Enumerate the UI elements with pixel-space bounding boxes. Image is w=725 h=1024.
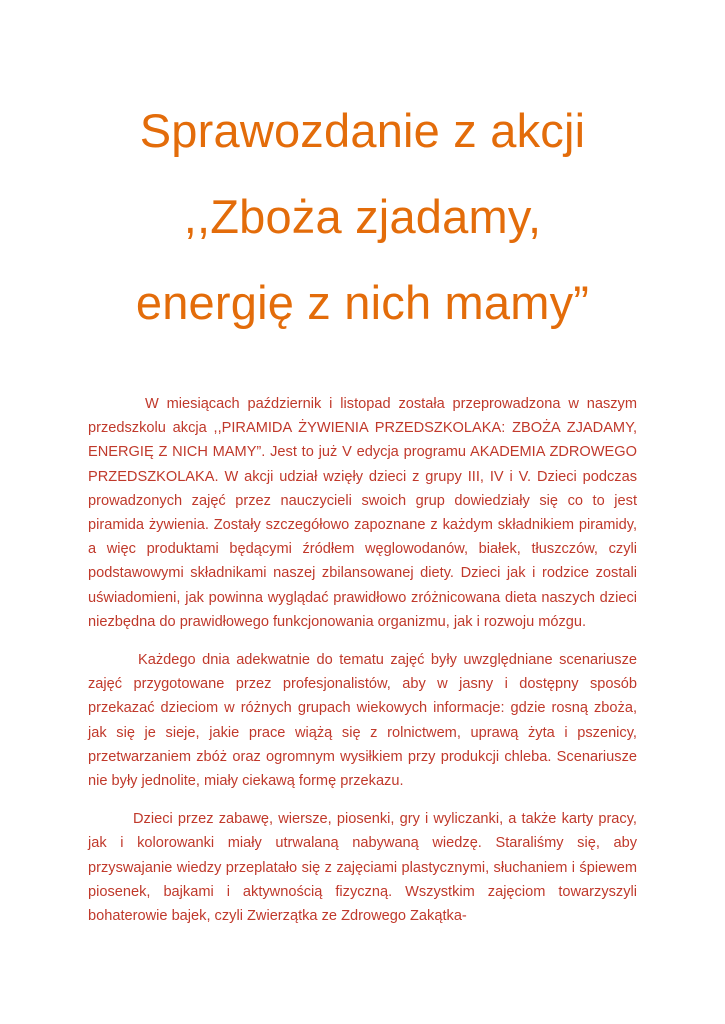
paragraph-3: Dzieci przez zabawę, wiersze, piosenki, gry i wyliczanki, a także karty pracy, jak i kolorowanki miały utrwalaną nabywaną wiedzę. Staraliśmy się, aby przyswajanie wiedzy przeplatało się z zajęciami plastycznymi, słuchaniem i śpiewem piosenek, bajkami i aktywnością fizyczną. Wszystkim zajęciom towarzyszyli bohaterowie bajek, czyli Zwierzątka ze Zdrowego Zakątka- [88, 811, 637, 925]
paragraph-2: Każdego dnia adekwatnie do tematu zajęć były uwzględniane scenariusze zajęć przygotowane przez profesjonalistów, aby w jasny i dostępny sposób przekazać dzieciom w różnych grupach wiekowych informacje: gdzie rosną zboża, jak się je sieje, jakie prace wiążą się z rolnictwem, uprawą żyta i pszenicy, przetwarzaniem zbóż oraz ogromnym wysiłkiem przy produkcji chleba. Scenariusze nie były jednolite, miały ciekawą formę przekazu. [88, 652, 637, 790]
paragraph-1: W miesiącach październik i listopad została przeprowadzona w naszym przedszkolu akcja ,,PIRAMIDA ŻYWIENIA PRZEDSZKOLAKA: ZBOŻA ZJADAMY, ENERGIĘ Z NICH MAMY”. Jest to już V edycja programu AKADEMIA ZDROWEGO PRZEDSZKOLAKA. W akcji udział wzięły dzieci z grupy III, IV i V. Dzieci podczas prowadzonych zajęć przez nauczycieli swoich grup dowiedziały się co to jest piramida żywienia. Zostały szczegółowo zapoznane z każdym składnikiem piramidy, a więc produktami będącymi źródłem węglowodanów, białek, tłuszczów, czyli podstawowymi składnikami naszej zbilansowanej diety. Dzieci jak i rodzice zostali uświadomieni, jak powinna wyglądać prawidłowo zróżnicowana dieta naszych dzieci niezbędna do prawidłowego funkcjonowania organizmu, jak i rozwoju mózgu. [88, 396, 637, 630]
title-line-3: energię z nich mamy” [135, 276, 590, 329]
title-line-2: ,,Zboża zjadamy, [183, 190, 542, 243]
document-title [88, 0, 637, 346]
document-body [88, 392, 637, 928]
title-line-1: Sprawozdanie z akcji [139, 104, 586, 157]
